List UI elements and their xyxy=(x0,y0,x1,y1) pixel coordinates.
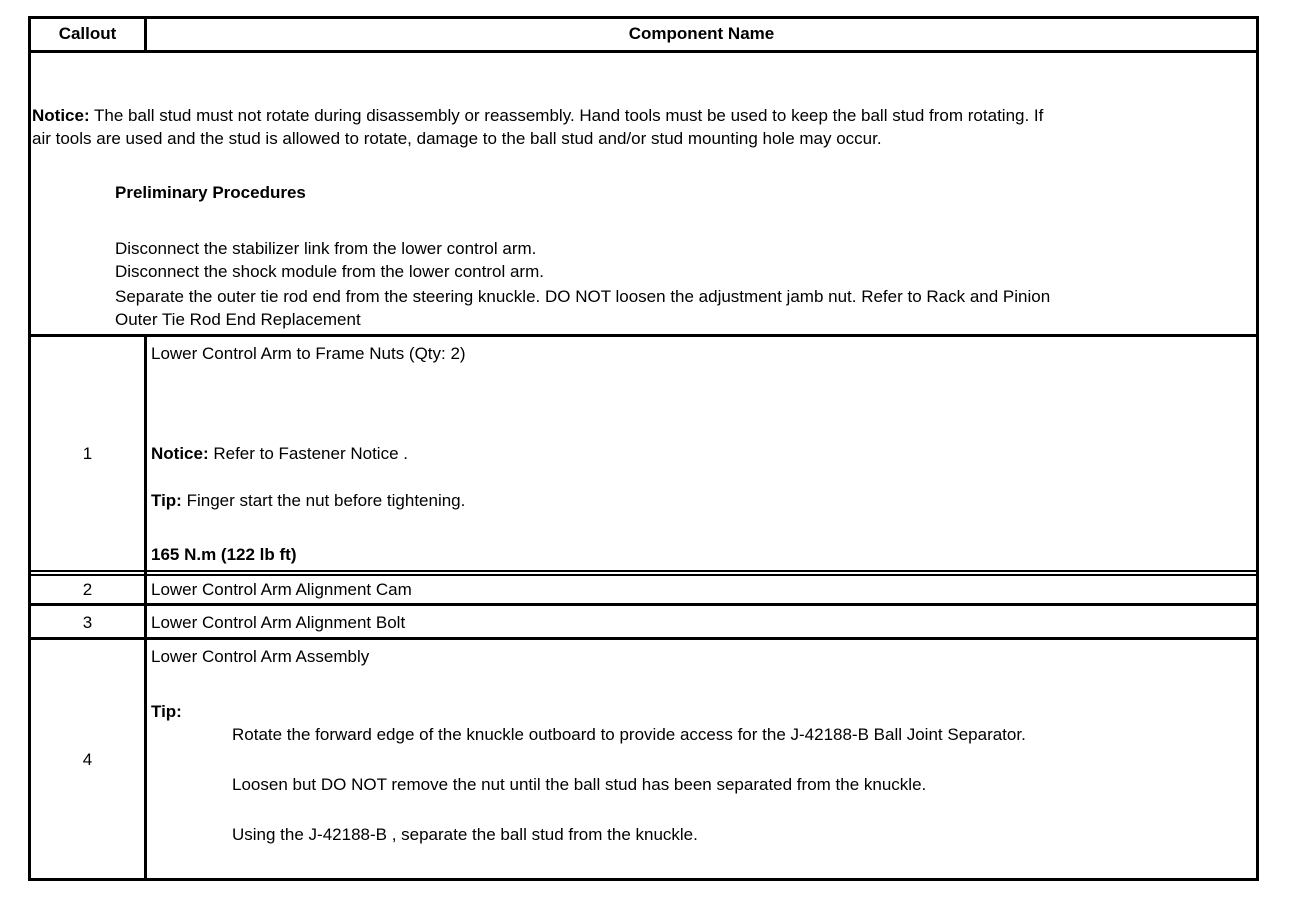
intro-notice xyxy=(32,106,1043,126)
preliminary-step: Disconnect the stabilizer link from the lower control arm. xyxy=(115,239,537,258)
row-divider xyxy=(28,570,1259,572)
table-border-right xyxy=(1256,16,1259,881)
notice-label: Notice: xyxy=(151,444,209,463)
tip-label: Tip: xyxy=(151,491,182,510)
column-divider xyxy=(144,334,147,881)
row-tip-item: Rotate the forward edge of the knuckle outboard to provide access for the J-42188-B Ball Joint Separator. xyxy=(232,725,1026,744)
preliminary-step: Outer Tie Rod End Replacement xyxy=(115,310,361,329)
table-border-bottom xyxy=(28,878,1259,881)
row-divider xyxy=(28,574,1259,576)
notice-text: Refer to Fastener Notice . xyxy=(208,444,408,463)
row-divider xyxy=(28,334,1259,337)
row-callout: 3 xyxy=(82,613,93,632)
row-notice xyxy=(151,444,408,464)
notice-text: The ball stud must not rotate during disassembly or reassembly. Hand tools must be used to keep the ball stud from rotating. If xyxy=(89,106,1044,125)
intro-notice-continued: air tools are used and the stud is allowed to rotate, damage to the ball stud and/or stud mounting hole may occur. xyxy=(32,129,882,148)
header-divider xyxy=(28,50,1259,53)
row-component-name: Lower Control Arm Alignment Cam xyxy=(151,580,412,599)
row-callout: 2 xyxy=(82,580,93,599)
preliminary-step: Separate the outer tie rod end from the steering knuckle. DO NOT loosen the adjustment jamb nut. Refer to Rack and Pinion xyxy=(115,287,1051,306)
tip-label: Tip: xyxy=(151,702,182,721)
row-tip-item: Using the J-42188-B , separate the ball stud from the knuckle. xyxy=(232,825,698,844)
row-divider xyxy=(28,603,1259,606)
header-component-name: Component Name xyxy=(628,24,775,43)
row-callout: 1 xyxy=(82,444,93,463)
row-tip-item: Loosen but DO NOT remove the nut until the ball stud has been separated from the knuckle. xyxy=(232,775,927,794)
tip-text: Finger start the nut before tightening. xyxy=(181,491,466,510)
table-border-top xyxy=(28,16,1259,19)
notice-label: Notice: xyxy=(32,106,90,125)
preliminary-step: Disconnect the shock module from the lower control arm. xyxy=(115,262,544,281)
preliminary-title: Preliminary Procedures xyxy=(115,183,306,202)
row-callout: 4 xyxy=(82,750,93,769)
row-tip xyxy=(151,491,465,511)
row-torque: 165 N.m (122 lb ft) xyxy=(151,545,297,564)
row-divider xyxy=(28,637,1259,640)
row-component-name: Lower Control Arm Alignment Bolt xyxy=(151,613,406,632)
row-component-name: Lower Control Arm Assembly xyxy=(151,647,370,666)
row-component-name: Lower Control Arm to Frame Nuts (Qty: 2) xyxy=(151,344,466,363)
header-callout: Callout xyxy=(58,24,117,43)
